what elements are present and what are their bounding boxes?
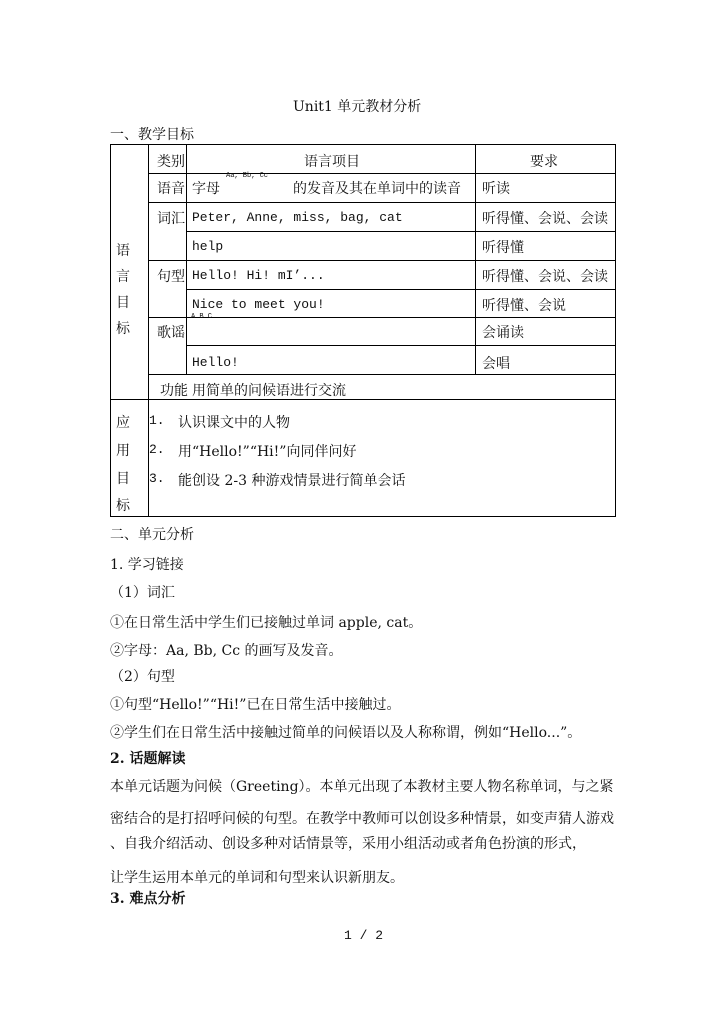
subheading-learning-link: 1. 学习链接 xyxy=(110,557,184,573)
phonetics-prefix: 字母 xyxy=(192,181,220,197)
subheading-topic: 2. 话题解读 xyxy=(110,751,186,767)
applied-label-char: 目 xyxy=(116,471,130,487)
goal-text: 能创设 2-3 种游戏情景进行简单会话 xyxy=(178,473,406,489)
paragraph-line: 本单元话题为问候（Greeting）。本单元出现了本教材主要人物名称单词，与之紧 xyxy=(110,779,614,795)
paragraph-line: 让学生运用本单元的单词和句型来认识新朋友。 xyxy=(110,870,404,886)
requirement-song1: 会诵读 xyxy=(482,325,524,341)
requirement-sentence2: 听得懂、会说 xyxy=(482,298,566,314)
sentence-line: ①句型“Hello!”“Hi!”已在日常生活中接触过。 xyxy=(110,697,401,713)
goal-num: 3. xyxy=(149,471,165,486)
section-heading-objectives: 一、教学目标 xyxy=(110,127,194,143)
goal-text: 用“Hello!”“Hi!”向同伴问好 xyxy=(178,444,357,460)
song-hello: Hello! xyxy=(192,355,239,370)
requirement-vocab1: 听得懂、会说、会读 xyxy=(482,211,608,227)
page-number: 1 / 2 xyxy=(344,928,384,943)
group-label-char: 目 xyxy=(116,295,130,311)
applied-label-char: 标 xyxy=(116,498,130,514)
applied-label-char: 应 xyxy=(116,415,130,431)
phonetics-letters: Aa, Bb, Cc xyxy=(226,172,269,180)
subheading-sentence: （2）句型 xyxy=(110,669,175,685)
sentence-hello: Hello! Hi! mI’... xyxy=(192,268,325,283)
group-label-char: 言 xyxy=(116,269,130,285)
requirement-sentence1: 听得懂、会说、会读 xyxy=(482,269,608,285)
category-song: 歌谣 xyxy=(157,325,185,341)
page-title: Unit1 单元教材分析 xyxy=(293,99,422,115)
category-vocab: 词汇 xyxy=(157,211,185,227)
applied-label-char: 用 xyxy=(116,443,130,459)
goal-num: 2. xyxy=(149,442,165,457)
vocab-line: ②字母：Aa, Bb, Cc 的画写及发音。 xyxy=(110,643,343,659)
requirement-phonetics: 听读 xyxy=(482,181,510,197)
song-letters: A B C xyxy=(191,313,213,321)
header-requirement: 要求 xyxy=(530,154,558,170)
category-sentence: 句型 xyxy=(157,269,185,285)
paragraph-line: 、自我介绍活动、创设多种对话情景等，采用小组活动或者角色扮演的形式， xyxy=(110,836,586,852)
header-category: 类别 xyxy=(157,154,185,170)
header-item: 语言项目 xyxy=(304,154,360,170)
sentence-line: ②学生们在日常生活中接触过简单的问候语以及人称称谓，例如“Hello...”。 xyxy=(110,725,582,741)
requirement-vocab2: 听得懂 xyxy=(482,240,524,256)
subheading-vocab: （1）词汇 xyxy=(110,585,175,601)
vocab-line: ①在日常生活中学生们已接触过单词 apple, cat。 xyxy=(110,615,423,631)
sentence-nice: Nice to meet you! xyxy=(192,297,325,312)
category-function: 功能 xyxy=(160,383,188,399)
paragraph-line: 密结合的是打招呼问候的句型。在教学中教师可以创设多种情景，如变声猜人游戏 xyxy=(110,811,614,827)
section-heading-analysis: 二、单元分析 xyxy=(110,527,194,543)
vocab-words: Peter, Anne, miss, bag, cat xyxy=(192,210,403,225)
vocab-word-help: help xyxy=(192,239,224,254)
requirement-song2: 会唱 xyxy=(482,356,510,372)
goal-text: 认识课文中的人物 xyxy=(178,415,290,431)
group-label-char: 语 xyxy=(116,243,130,259)
group-label-char: 标 xyxy=(116,321,130,337)
subheading-difficulty: 3. 难点分析 xyxy=(110,891,186,907)
phonetics-suffix: 的发音及其在单词中的读音 xyxy=(293,181,461,197)
function-item: 用简单的问候语进行交流 xyxy=(192,383,346,399)
category-phonetics: 语音 xyxy=(157,181,185,197)
goal-num: 1. xyxy=(149,413,165,428)
